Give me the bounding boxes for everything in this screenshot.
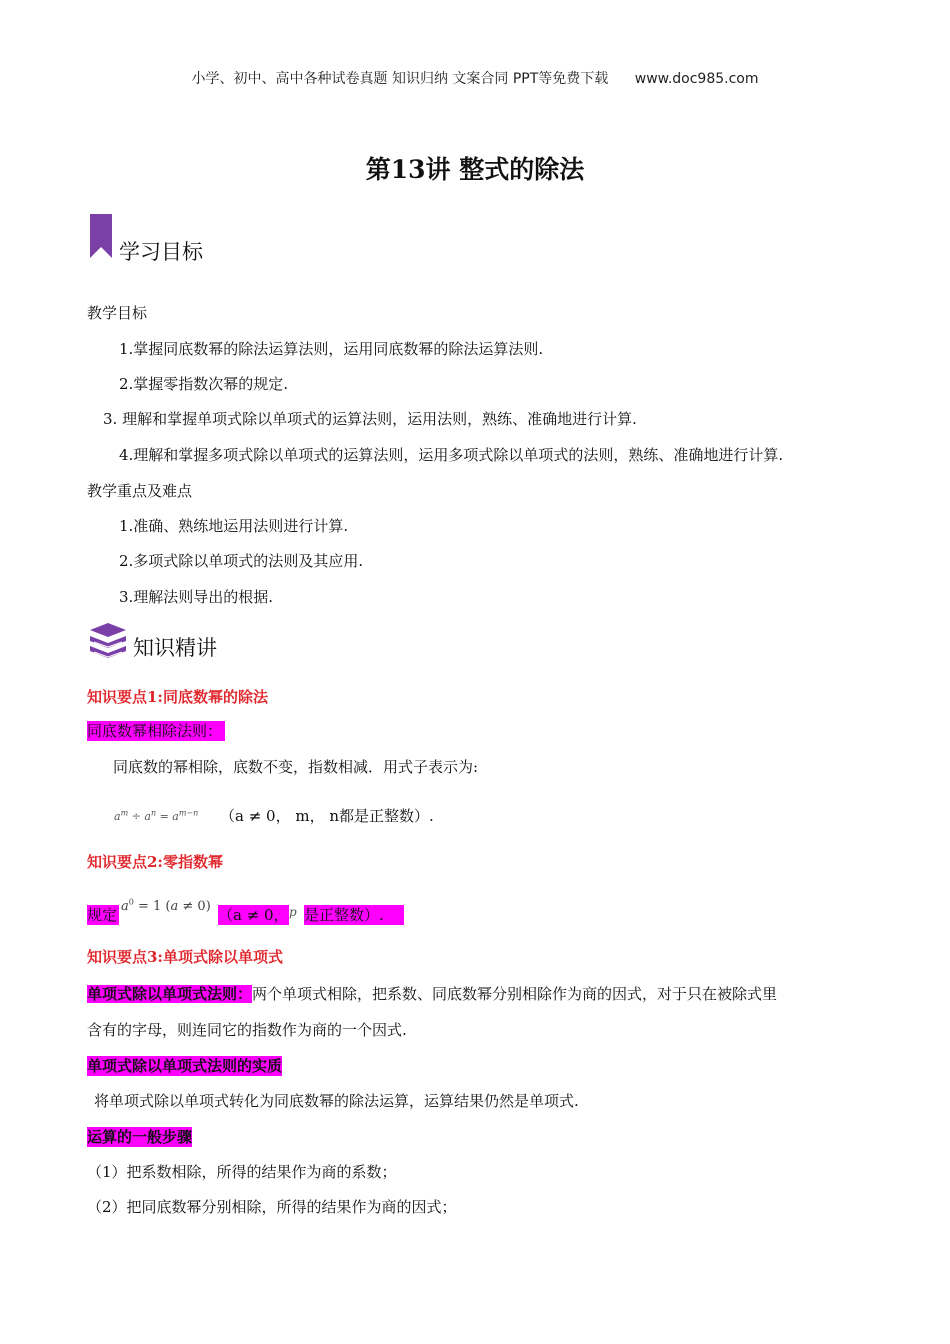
keypoints-label: 教学重点及难点 bbox=[87, 482, 193, 500]
goal-item: 4.理解和掌握多项式除以单项式的运算法则，运用多项式除以单项式的法则，熟练、准确地进行计算. bbox=[119, 446, 784, 464]
kp1-rule-label: 同底数幂相除法则： bbox=[87, 721, 225, 741]
goal-item: 3. 理解和掌握单项式除以单项式的运算法则，运用法则，熟练、准确地进行计算. bbox=[103, 410, 637, 428]
kp3-essence-text: 将单项式除以单项式转化为同底数幂的除法运算，运算结果仍然是单项式. bbox=[94, 1092, 579, 1110]
kp3-title: 知识要点3:单项式除以单项式 bbox=[87, 948, 283, 966]
kp2-p: p bbox=[289, 905, 297, 919]
kp3-step: （2）把同底数幂分别相除，所得的结果作为商的因式； bbox=[87, 1198, 457, 1216]
kp2-title: 知识要点2:零指数幂 bbox=[87, 853, 223, 871]
page-title: 第13讲 整式的除法 bbox=[365, 155, 585, 184]
kp1-formula: $a^m \div a^n = a^{m-n}$ bbox=[114, 808, 199, 823]
section-heading-knowledge: 知识精讲 bbox=[133, 636, 217, 660]
kp3-rule-line bbox=[87, 984, 777, 1004]
books-icon bbox=[88, 622, 128, 660]
goal-item: 1.掌握同底数幂的除法运算法则，运用同底数幂的除法运算法则. bbox=[119, 340, 544, 358]
kp1-title: 知识要点1:同底数幂的除法 bbox=[87, 688, 268, 706]
goal-item: 2.掌握零指数次幂的规定. bbox=[119, 375, 289, 393]
keypoint-item: 1.准确、熟练地运用法则进行计算. bbox=[119, 517, 349, 535]
kp3-steps-label: 运算的一般步骤 bbox=[87, 1128, 193, 1146]
bookmark-icon bbox=[90, 214, 112, 258]
keypoint-item: 3.理解法则导出的根据. bbox=[119, 588, 274, 606]
kp3-step: （1）把系数相除，所得的结果作为商的系数； bbox=[87, 1163, 397, 1181]
header-text: 小学、初中、高中各种试卷真题 知识归纳 文案合同 PPT等免费下载 bbox=[191, 71, 609, 87]
kp3-rule-text-2: 含有的字母，则连同它的指数作为商的一个因式. bbox=[87, 1021, 407, 1039]
page-header bbox=[0, 68, 950, 88]
kp3-rule-text-1: 两个单项式相除，把系数、同底数幂分别相除作为商的因式，对于只在被除式里 bbox=[252, 985, 778, 1003]
kp2-suffix: 是正整数）. bbox=[304, 905, 404, 925]
section-heading-goals: 学习目标 bbox=[119, 240, 203, 264]
kp3-rule-label: 单项式除以单项式法则： bbox=[87, 985, 253, 1003]
kp3-essence-label: 单项式除以单项式法则的实质 bbox=[87, 1057, 283, 1075]
kp1-formula-condition: （a ≠ 0， m， n都是正整数）. bbox=[220, 807, 434, 825]
kp2-prefix: 规定 bbox=[87, 906, 118, 924]
kp1-rule-text: 同底数的幂相除，底数不变，指数相减．用式子表示为: bbox=[113, 758, 479, 776]
goals-label: 教学目标 bbox=[87, 304, 148, 322]
kp2-formula: $a^0 = 1$ (a ≠ 0) bbox=[121, 897, 211, 914]
header-site[interactable]: www.doc985.com bbox=[634, 71, 759, 87]
kp2-condition: （a ≠ 0， bbox=[218, 906, 289, 924]
keypoint-item: 2.多项式除以单项式的法则及其应用. bbox=[119, 552, 364, 570]
